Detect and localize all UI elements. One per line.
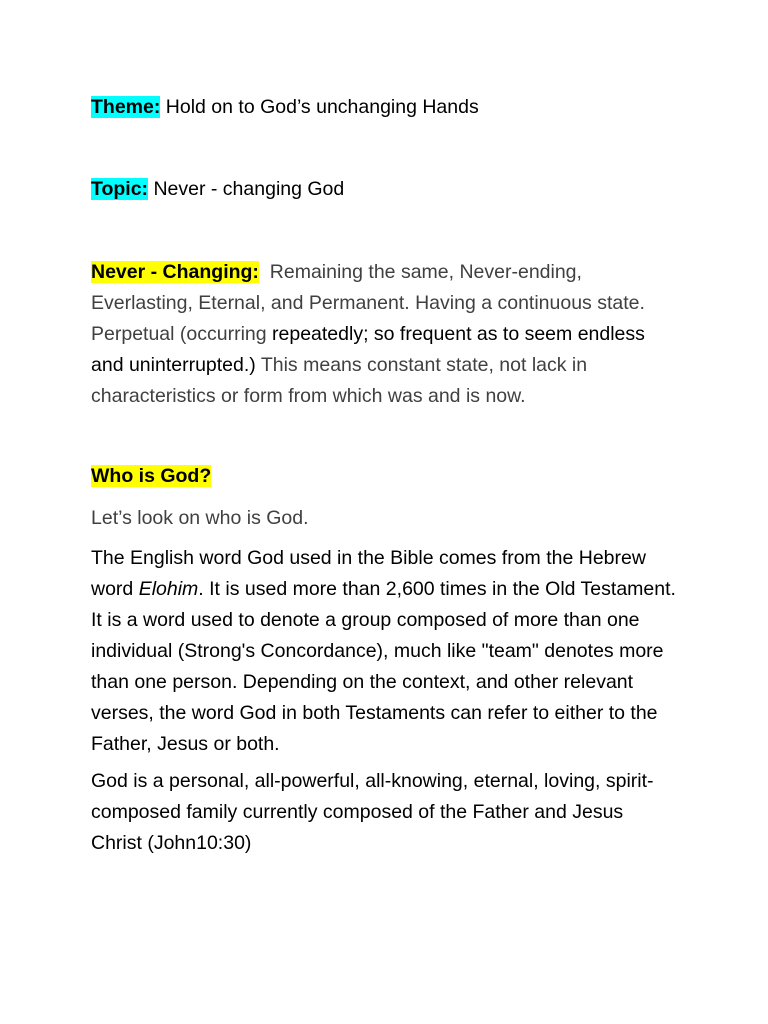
- intro-line: Let’s look on who is God.: [91, 507, 309, 529]
- topic-text: Never - changing God: [148, 178, 345, 200]
- paragraph1-before: The English word God used in the Bible comes from the Hebrew word: [91, 547, 646, 600]
- elohim-word: Elohim: [138, 578, 199, 600]
- topic-label: Topic:: [91, 178, 149, 200]
- theme-label: Theme:: [91, 96, 161, 118]
- paragraph1-after: . It is used more than 2,600 times in the Old Testament. It is a word used to denote a group composed of more than one individual (Strong's Concordance), much like "team" denotes more than one person. Depending on the context, and other relevant verses, the word God in both Testaments can refer to either to the Father, Jesus or both.: [91, 578, 676, 755]
- definition-text-part1: Remaining the same, Never-ending, Everlasting, Eternal, and Permanent. Having a continuous state. Perpetual (occurring: [91, 261, 645, 345]
- definition-text-part2: repeatedly; so frequent as to seem endless and uninterrupted.): [91, 323, 645, 376]
- heading-text: Who is God?: [91, 465, 212, 487]
- paragraph-elohim: [91, 543, 686, 760]
- theme-text: Hold on to God’s unchanging Hands: [160, 96, 479, 118]
- theme-line: [91, 92, 479, 123]
- definition-paragraph: [91, 257, 681, 412]
- paragraph-god-personal: God is a personal, all-powerful, all-knowing, eternal, loving, spirit-composed family currently composed of the Father and Jesus Christ (John10:30): [91, 770, 654, 854]
- definition-text-part3: This means constant state, not lack in characteristics or form from which was and is now.: [91, 354, 588, 407]
- topic-line: [91, 174, 344, 205]
- definition-label: Never - Changing:: [91, 261, 259, 283]
- who-is-god-heading: [91, 461, 211, 492]
